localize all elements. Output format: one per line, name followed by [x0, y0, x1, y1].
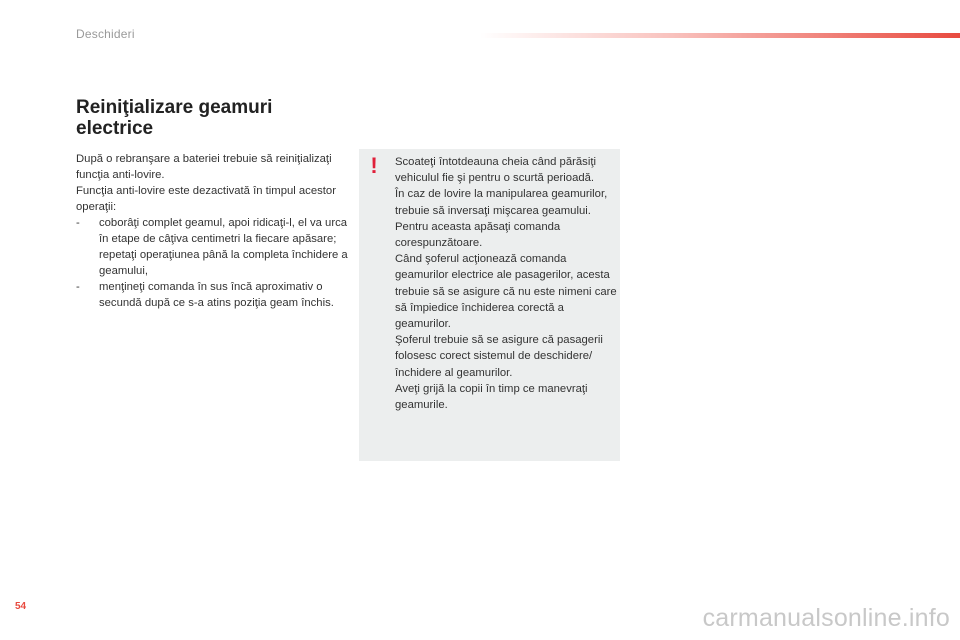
instructions-column — [76, 151, 348, 311]
page-number: 54 — [15, 601, 27, 612]
warning-box — [359, 149, 620, 461]
warning-paragraph: În caz de lovire la manipularea geamurilor, trebuie să inversaţi mişcarea geamului. Pentru aceasta apăsaţi comanda corespunzătoare. — [395, 188, 608, 250]
header-accent-rule — [480, 33, 960, 38]
watermark: carmanualsonline.info — [702, 604, 950, 632]
dash-bullet: - — [76, 281, 80, 293]
dash-bullet: - — [76, 217, 80, 229]
warning-text — [395, 154, 619, 413]
warning-paragraph: Când şoferul acţionează comanda geamurilor electrice ale pasagerilor, acesta trebuie să se asigure că nu este nimeni care să împiedice închiderea corectă a geamurilor. — [395, 253, 617, 331]
operations-paragraph: Funcţia anti-lovire este dezactivată în timpul acestor operaţii: — [76, 185, 336, 213]
list-item — [76, 279, 348, 311]
warning-paragraph: Şoferul trebuie să se asigure că pasagerii folosesc corect sistemul de deschidere/închidere al geamurilor. — [395, 334, 603, 379]
list-item-text: menţineţi comanda în sus încă aproximativ o secundă după ce s-a atins poziţia geam închis. — [99, 281, 334, 309]
section-title: Reiniţializare geamuri electrice — [76, 97, 273, 139]
intro-paragraph: După o rebranşare a bateriei trebuie să reiniţializaţi funcţia anti-lovire. — [76, 153, 332, 181]
list-item — [76, 215, 348, 279]
exclamation-warning-icon: ! — [370, 153, 378, 178]
warning-paragraph: Scoateţi întotdeauna cheia când părăsiţi vehiculul fie şi pentru o scurtă perioadă. — [395, 156, 596, 185]
steps-list — [76, 215, 348, 311]
list-item-text: coborâţi complet geamul, apoi ridicaţi-l, el va urca în etape de câţiva centimetri la fiecare apăsare; repetaţi operaţiunea până la completa închidere a geamului, — [99, 217, 348, 277]
chapter-title: Deschideri — [76, 27, 135, 41]
warning-paragraph: Aveţi grijă la copii în timp ce manevraţi geamurile. — [395, 382, 588, 412]
